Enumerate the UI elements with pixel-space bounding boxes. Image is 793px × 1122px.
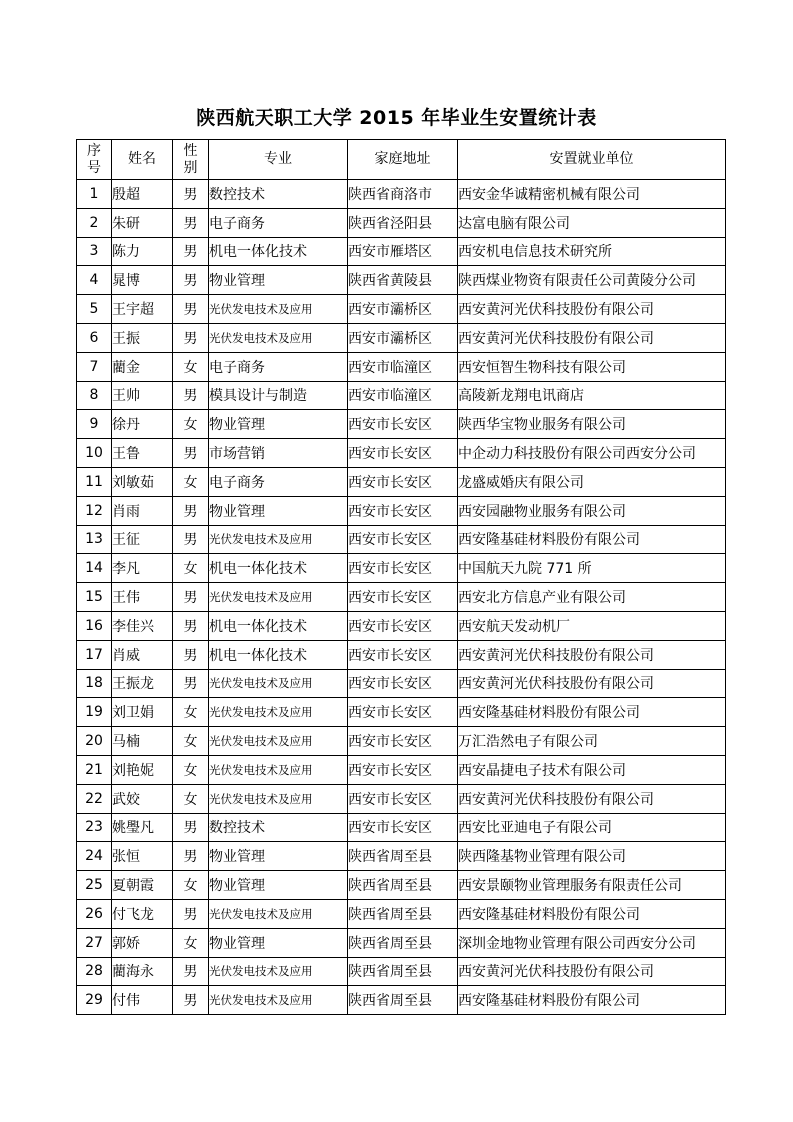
cell-name: 肖威 (112, 640, 173, 669)
cell-index: 13 (77, 525, 112, 554)
table-row (77, 295, 726, 324)
cell-unit: 西安黄河光伏科技股份有限公司 (458, 784, 726, 813)
header-name: 姓名 (112, 140, 173, 180)
cell-index: 6 (77, 323, 112, 352)
table-row (77, 813, 726, 842)
cell-unit: 西安黄河光伏科技股份有限公司 (458, 640, 726, 669)
cell-major: 机电一体化技术 (209, 640, 348, 669)
cell-home: 西安市长安区 (348, 583, 458, 612)
cell-home: 陕西省黄陵县 (348, 266, 458, 295)
cell-sex: 男 (173, 640, 209, 669)
cell-index: 26 (77, 899, 112, 928)
cell-sex: 男 (173, 208, 209, 237)
table-row (77, 266, 726, 295)
cell-major: 数控技术 (209, 180, 348, 209)
cell-major: 机电一体化技术 (209, 611, 348, 640)
table-row (77, 784, 726, 813)
cell-unit: 西安黄河光伏科技股份有限公司 (458, 295, 726, 324)
table-row (77, 957, 726, 986)
cell-name: 肖雨 (112, 496, 173, 525)
cell-major: 机电一体化技术 (209, 237, 348, 266)
cell-index: 17 (77, 640, 112, 669)
cell-sex: 男 (173, 295, 209, 324)
cell-name: 夏朝霞 (112, 871, 173, 900)
cell-sex: 女 (173, 467, 209, 496)
cell-home: 西安市雁塔区 (348, 237, 458, 266)
cell-home: 西安市长安区 (348, 467, 458, 496)
cell-major: 模具设计与制造 (209, 381, 348, 410)
table-row (77, 381, 726, 410)
cell-index: 23 (77, 813, 112, 842)
cell-sex: 女 (173, 410, 209, 439)
cell-home: 陕西省周至县 (348, 899, 458, 928)
cell-home: 西安市灞桥区 (348, 323, 458, 352)
cell-major: 物业管理 (209, 842, 348, 871)
cell-major: 光伏发电技术及应用 (209, 698, 348, 727)
cell-index: 4 (77, 266, 112, 295)
cell-home: 陕西省周至县 (348, 986, 458, 1015)
header-index: 序 号 (77, 140, 112, 180)
cell-home: 西安市临潼区 (348, 381, 458, 410)
cell-name: 李凡 (112, 554, 173, 583)
cell-home: 西安市长安区 (348, 410, 458, 439)
cell-major: 物业管理 (209, 410, 348, 439)
cell-sex: 男 (173, 611, 209, 640)
table-header-row (77, 140, 726, 180)
cell-sex: 男 (173, 669, 209, 698)
cell-name: 藺海永 (112, 957, 173, 986)
table-row (77, 986, 726, 1015)
cell-sex: 男 (173, 180, 209, 209)
cell-major: 机电一体化技术 (209, 554, 348, 583)
cell-home: 陕西省商洛市 (348, 180, 458, 209)
table-row (77, 640, 726, 669)
cell-index: 24 (77, 842, 112, 871)
table-row (77, 899, 726, 928)
cell-name: 王征 (112, 525, 173, 554)
cell-sex: 男 (173, 237, 209, 266)
cell-home: 陕西省周至县 (348, 842, 458, 871)
table-row (77, 410, 726, 439)
table-row (77, 208, 726, 237)
cell-home: 西安市长安区 (348, 611, 458, 640)
cell-home: 西安市长安区 (348, 640, 458, 669)
table-row (77, 727, 726, 756)
header-sex: 性 别 (173, 140, 209, 180)
cell-home: 西安市临潼区 (348, 352, 458, 381)
cell-unit: 西安景颐物业管理服务有限责任公司 (458, 871, 726, 900)
cell-home: 西安市长安区 (348, 784, 458, 813)
cell-major: 光伏发电技术及应用 (209, 784, 348, 813)
table-row (77, 669, 726, 698)
cell-unit: 西安恒智生物科技有限公司 (458, 352, 726, 381)
table-row (77, 611, 726, 640)
cell-major: 光伏发电技术及应用 (209, 755, 348, 784)
cell-sex: 男 (173, 496, 209, 525)
cell-unit: 中企动力科技股份有限公司西安分公司 (458, 439, 726, 468)
cell-unit: 陕西煤业物资有限责任公司黄陵分公司 (458, 266, 726, 295)
table-row (77, 698, 726, 727)
cell-sex: 男 (173, 986, 209, 1015)
table-row (77, 755, 726, 784)
cell-unit: 万汇浩然电子有限公司 (458, 727, 726, 756)
table-row (77, 554, 726, 583)
table-row (77, 842, 726, 871)
cell-unit: 西安机电信息技术研究所 (458, 237, 726, 266)
cell-unit: 深圳金地物业管理有限公司西安分公司 (458, 928, 726, 957)
cell-name: 王鲁 (112, 439, 173, 468)
cell-sex: 女 (173, 871, 209, 900)
cell-name: 陈力 (112, 237, 173, 266)
cell-unit: 西安隆基硅材料股份有限公司 (458, 899, 726, 928)
cell-sex: 男 (173, 381, 209, 410)
table-row (77, 352, 726, 381)
cell-index: 11 (77, 467, 112, 496)
cell-unit: 西安北方信息产业有限公司 (458, 583, 726, 612)
cell-home: 西安市长安区 (348, 439, 458, 468)
cell-name: 晁博 (112, 266, 173, 295)
table-row (77, 928, 726, 957)
cell-index: 16 (77, 611, 112, 640)
cell-home: 西安市长安区 (348, 813, 458, 842)
cell-home: 西安市长安区 (348, 525, 458, 554)
cell-unit: 西安园融物业服务有限公司 (458, 496, 726, 525)
cell-unit: 西安晶捷电子技术有限公司 (458, 755, 726, 784)
cell-home: 西安市灞桥区 (348, 295, 458, 324)
cell-name: 朱研 (112, 208, 173, 237)
cell-unit: 西安黄河光伏科技股份有限公司 (458, 323, 726, 352)
cell-major: 光伏发电技术及应用 (209, 727, 348, 756)
placement-table (76, 139, 726, 1015)
cell-index: 5 (77, 295, 112, 324)
cell-index: 1 (77, 180, 112, 209)
cell-unit: 西安航天发动机厂 (458, 611, 726, 640)
cell-index: 3 (77, 237, 112, 266)
cell-sex: 女 (173, 755, 209, 784)
cell-unit: 达富电脑有限公司 (458, 208, 726, 237)
page-title: 陕西航天职工大学 2015 年毕业生安置统计表 (196, 107, 597, 129)
cell-unit: 龙盛威婚庆有限公司 (458, 467, 726, 496)
cell-name: 王宇超 (112, 295, 173, 324)
cell-home: 陕西省周至县 (348, 957, 458, 986)
cell-major: 电子商务 (209, 352, 348, 381)
cell-sex: 女 (173, 928, 209, 957)
cell-home: 西安市长安区 (348, 554, 458, 583)
cell-major: 光伏发电技术及应用 (209, 986, 348, 1015)
cell-index: 8 (77, 381, 112, 410)
cell-unit: 中国航天九院 771 所 (458, 554, 726, 583)
table-row (77, 871, 726, 900)
cell-home: 西安市长安区 (348, 669, 458, 698)
cell-index: 20 (77, 727, 112, 756)
table-row (77, 323, 726, 352)
header-home: 家庭地址 (348, 140, 458, 180)
table-row (77, 439, 726, 468)
table-row (77, 467, 726, 496)
cell-sex: 男 (173, 323, 209, 352)
cell-name: 刘卫娟 (112, 698, 173, 727)
cell-home: 西安市长安区 (348, 727, 458, 756)
cell-index: 15 (77, 583, 112, 612)
cell-sex: 男 (173, 899, 209, 928)
cell-sex: 男 (173, 957, 209, 986)
cell-major: 光伏发电技术及应用 (209, 583, 348, 612)
cell-sex: 女 (173, 784, 209, 813)
cell-sex: 男 (173, 525, 209, 554)
cell-major: 光伏发电技术及应用 (209, 295, 348, 324)
cell-unit: 西安隆基硅材料股份有限公司 (458, 525, 726, 554)
cell-name: 李佳兴 (112, 611, 173, 640)
cell-index: 10 (77, 439, 112, 468)
cell-index: 9 (77, 410, 112, 439)
cell-unit: 西安隆基硅材料股份有限公司 (458, 986, 726, 1015)
cell-sex: 女 (173, 554, 209, 583)
cell-index: 14 (77, 554, 112, 583)
cell-name: 殷超 (112, 180, 173, 209)
cell-major: 物业管理 (209, 871, 348, 900)
cell-index: 7 (77, 352, 112, 381)
cell-home: 陕西省周至县 (348, 871, 458, 900)
cell-name: 藺金 (112, 352, 173, 381)
cell-index: 27 (77, 928, 112, 957)
cell-sex: 男 (173, 583, 209, 612)
cell-name: 王振龙 (112, 669, 173, 698)
table-row (77, 525, 726, 554)
table-row (77, 496, 726, 525)
cell-sex: 男 (173, 842, 209, 871)
cell-sex: 男 (173, 813, 209, 842)
cell-name: 武姣 (112, 784, 173, 813)
cell-home: 西安市长安区 (348, 755, 458, 784)
cell-sex: 女 (173, 698, 209, 727)
cell-home: 陕西省周至县 (348, 928, 458, 957)
cell-major: 物业管理 (209, 266, 348, 295)
cell-index: 19 (77, 698, 112, 727)
table-row (77, 583, 726, 612)
cell-unit: 高陵新龙翔电讯商店 (458, 381, 726, 410)
table-row (77, 237, 726, 266)
cell-index: 25 (77, 871, 112, 900)
cell-major: 电子商务 (209, 208, 348, 237)
cell-name: 郭娇 (112, 928, 173, 957)
cell-name: 付伟 (112, 986, 173, 1015)
cell-major: 光伏发电技术及应用 (209, 899, 348, 928)
cell-sex: 女 (173, 352, 209, 381)
cell-unit: 西安黄河光伏科技股份有限公司 (458, 957, 726, 986)
cell-name: 刘艳妮 (112, 755, 173, 784)
cell-major: 物业管理 (209, 928, 348, 957)
cell-unit: 西安比亚迪电子有限公司 (458, 813, 726, 842)
cell-name: 张恒 (112, 842, 173, 871)
cell-major: 光伏发电技术及应用 (209, 669, 348, 698)
cell-index: 12 (77, 496, 112, 525)
header-unit: 安置就业单位 (458, 140, 726, 180)
cell-index: 18 (77, 669, 112, 698)
cell-major: 电子商务 (209, 467, 348, 496)
cell-index: 2 (77, 208, 112, 237)
cell-sex: 女 (173, 727, 209, 756)
cell-name: 姚璺凡 (112, 813, 173, 842)
cell-name: 马楠 (112, 727, 173, 756)
cell-name: 刘敏茹 (112, 467, 173, 496)
cell-name: 王帅 (112, 381, 173, 410)
cell-index: 21 (77, 755, 112, 784)
cell-unit: 陕西华宝物业服务有限公司 (458, 410, 726, 439)
cell-name: 王伟 (112, 583, 173, 612)
cell-name: 付飞龙 (112, 899, 173, 928)
cell-name: 徐丹 (112, 410, 173, 439)
cell-major: 光伏发电技术及应用 (209, 957, 348, 986)
cell-index: 29 (77, 986, 112, 1015)
cell-major: 光伏发电技术及应用 (209, 525, 348, 554)
table-row (77, 180, 726, 209)
cell-unit: 西安隆基硅材料股份有限公司 (458, 698, 726, 727)
cell-unit: 陕西隆基物业管理有限公司 (458, 842, 726, 871)
cell-unit: 西安黄河光伏科技股份有限公司 (458, 669, 726, 698)
cell-sex: 男 (173, 439, 209, 468)
cell-major: 光伏发电技术及应用 (209, 323, 348, 352)
header-major: 专业 (209, 140, 348, 180)
cell-major: 数控技术 (209, 813, 348, 842)
cell-unit: 西安金华诚精密机械有限公司 (458, 180, 726, 209)
cell-major: 市场营销 (209, 439, 348, 468)
cell-index: 28 (77, 957, 112, 986)
cell-index: 22 (77, 784, 112, 813)
cell-home: 西安市长安区 (348, 698, 458, 727)
cell-major: 物业管理 (209, 496, 348, 525)
cell-home: 西安市长安区 (348, 496, 458, 525)
cell-name: 王振 (112, 323, 173, 352)
cell-sex: 男 (173, 266, 209, 295)
cell-home: 陕西省泾阳县 (348, 208, 458, 237)
